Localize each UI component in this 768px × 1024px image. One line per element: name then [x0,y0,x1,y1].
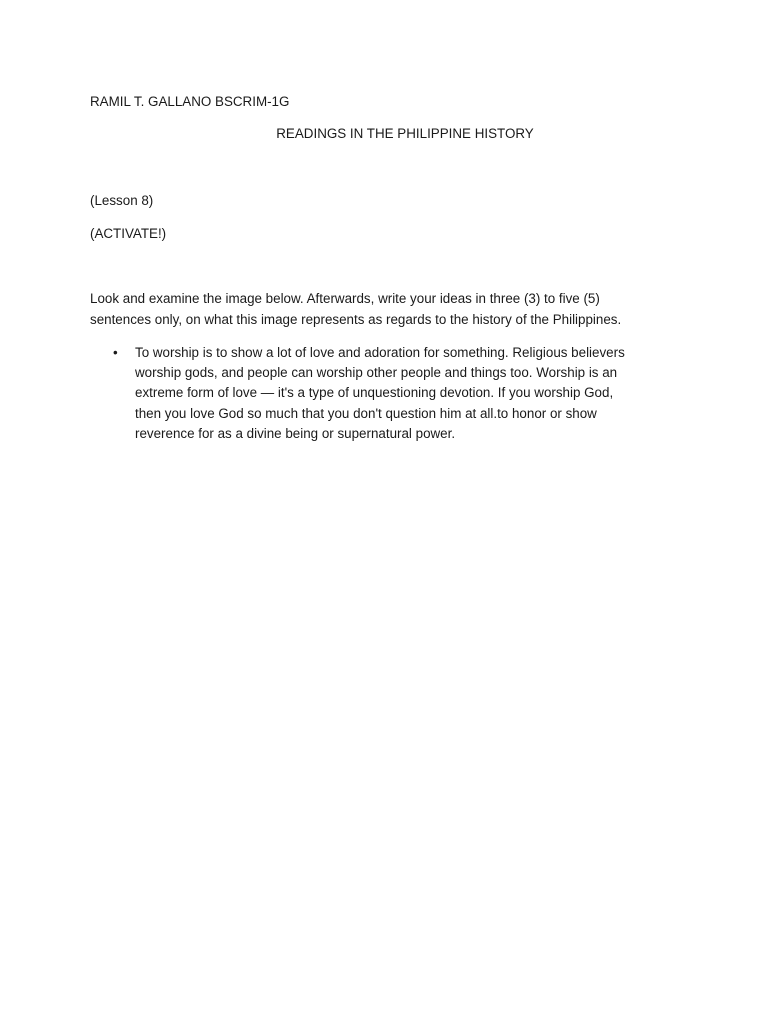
answer-line: then you love God so much that you don't question him at all.to honor or show [135,405,597,421]
bullet-icon: • [113,345,118,360]
answer-bullet-item [90,343,690,444]
instructions-paragraph [90,289,690,330]
answer-line: worship gods, and people can worship other people and things too. Worship is an [135,365,618,381]
answer-line: reverence for as a divine being or supernatural power. [135,425,456,441]
answer-bullet-list [90,343,690,444]
document-title: READINGS IN THE PHILIPPINE HISTORY [276,126,534,141]
instructions-line: sentences only, on what this image represents as regards to the history of the Philippines. [90,311,622,327]
answer-line: To worship is to show a lot of love and adoration for something. Religious believers [135,345,625,360]
author-line: RAMIL T. GALLANO BSCRIM-1G [90,94,290,109]
answer-text [135,343,690,444]
lesson-label: (Lesson 8) [90,193,154,208]
answer-line: extreme form of love — it's a type of unquestioning devotion. If you worship God, [135,385,614,401]
activity-label: (ACTIVATE!) [90,226,167,241]
instructions-line: Look and examine the image below. Afterwards, write your ideas in three (3) to five (5) [90,291,600,306]
